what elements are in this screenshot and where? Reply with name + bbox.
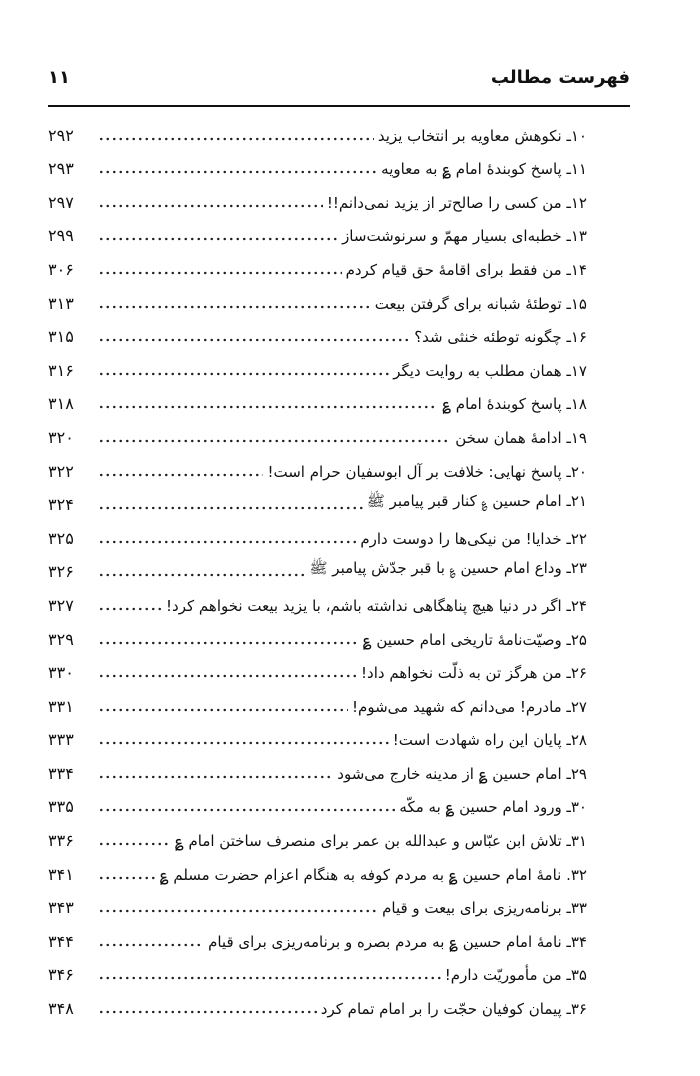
- dot-leader: [98, 204, 323, 208]
- entry-title: ۲۰ـ پاسخ نهایی: خلافت بر آل ابوسفیان حرام است!: [267, 462, 587, 481]
- entry-page-number: ۳۳۰: [48, 663, 74, 683]
- entry-title: ۳۵ـ من مأموریّت دارم!: [444, 966, 587, 985]
- entry-page-number: ۳۱۸: [48, 394, 74, 414]
- dot-leader: [98, 170, 377, 174]
- toc-entry[interactable]: [48, 821, 587, 855]
- table-of-contents: [48, 116, 587, 1023]
- toc-entry[interactable]: [48, 553, 587, 587]
- dot-leader: [98, 372, 389, 376]
- entry-page-number: ۲۹۳: [48, 159, 74, 179]
- dot-leader: [98, 674, 357, 678]
- toc-entry[interactable]: [48, 922, 587, 956]
- dot-leader: [98, 540, 356, 544]
- header-title: فهرست مطالب: [490, 67, 630, 88]
- dot-leader: [98, 708, 348, 712]
- entry-page-number: ۳۴۴: [48, 931, 74, 951]
- dot-leader: [98, 909, 378, 913]
- toc-entry[interactable]: [48, 385, 587, 419]
- entry-page-number: ۳۴۳: [48, 898, 74, 918]
- entry-title: ۳۳ـ برنامه‌ریزی برای بیعت و قیام: [382, 899, 587, 918]
- dot-leader: [98, 641, 359, 645]
- entry-title: ۲۲ـ خدایا! من نیکی‌ها را دوست دارم: [360, 529, 587, 548]
- entry-page-number: ۳۳۶: [48, 831, 74, 851]
- entry-title: ۳۴ـ نامهٔ امام حسین ؏ به مردم بصره و برنامه‌ریزی برای قیام: [208, 932, 587, 951]
- toc-entry[interactable]: [48, 586, 587, 620]
- dot-leader: [98, 305, 371, 309]
- toc-entry[interactable]: [48, 418, 587, 452]
- entry-page-number: ۳۲۵: [48, 528, 74, 548]
- entry-title: ۱۶ـ چگونه توطئه خنثی شد؟: [414, 328, 587, 347]
- dot-leader: [98, 607, 162, 611]
- toc-entry[interactable]: [48, 284, 587, 318]
- entry-title: ۲۸ـ پایان این راه شهادت است!: [392, 731, 587, 750]
- dot-leader: [98, 976, 441, 980]
- entry-title: ۲۷ـ مادرم! می‌دانم که شهید می‌شوم!: [352, 697, 587, 716]
- toc-entry[interactable]: [48, 721, 587, 755]
- page-number: ۱۱: [48, 67, 70, 88]
- entry-title: ۱۰ـ نکوهش معاویه بر انتخاب یزید: [377, 126, 587, 145]
- toc-entry[interactable]: [48, 519, 587, 553]
- entry-page-number: ۳۱۳: [48, 293, 74, 313]
- entry-title: ۲۶ـ من هرگز تن به ذلّت نخواهم داد!: [361, 664, 587, 683]
- entry-page-number: ۳۳۱: [48, 696, 74, 716]
- entry-page-number: ۳۲۷: [48, 595, 74, 615]
- toc-entry[interactable]: [48, 754, 587, 788]
- dot-leader: [98, 876, 156, 880]
- dot-leader: [98, 137, 374, 141]
- toc-entry[interactable]: [48, 183, 587, 217]
- dot-leader: [98, 808, 395, 812]
- dot-leader: [98, 943, 204, 947]
- dot-leader: [98, 338, 410, 342]
- toc-entry[interactable]: [48, 452, 587, 486]
- dot-leader: [98, 1010, 317, 1014]
- entry-page-number: ۳۴۱: [48, 864, 74, 884]
- entry-title: ۲۴ـ اگر در دنیا هیچ پناهگاهی نداشته باشم، با یزید بیعت نخواهم کرد!: [166, 596, 587, 615]
- entry-page-number: ۳۲۹: [48, 629, 74, 649]
- entry-title: ۳۱ـ تلاش ابن عبّاس و عبدالله بن عمر برای منصرف ساختن امام ؏: [174, 832, 587, 851]
- entry-page-number: ۳۳۵: [48, 797, 74, 817]
- toc-entry[interactable]: [48, 318, 587, 352]
- dot-leader: [98, 506, 363, 510]
- entry-page-number: ۳۲۶: [48, 562, 74, 582]
- entry-title: ۱۴ـ من فقط برای اقامهٔ حق قیام کردم: [345, 260, 587, 279]
- toc-entry[interactable]: [48, 788, 587, 822]
- toc-entry[interactable]: [48, 250, 587, 284]
- entry-page-number: ۳۰۶: [48, 259, 74, 279]
- entry-title: ۲۳ـ وداع امام حسین ؏ با قبر جدّش پیامبر ﷺ: [309, 559, 587, 578]
- dot-leader: [98, 842, 171, 846]
- entry-page-number: ۳۳۳: [48, 730, 74, 750]
- entry-title: ۱۷ـ همان مطلب به روایت دیگر: [393, 361, 587, 380]
- entry-title: ۱۸ـ پاسخ کوبندهٔ امام ؏: [442, 395, 587, 414]
- entry-page-number: ۳۴۶: [48, 965, 74, 985]
- entry-title: ۲۹ـ امام حسین ؏ از مدینه خارج می‌شود: [337, 764, 587, 783]
- entry-page-number: ۳۴۸: [48, 999, 74, 1019]
- dot-leader: [98, 271, 342, 275]
- dot-leader: [98, 573, 305, 577]
- dot-leader: [98, 775, 333, 779]
- dot-leader: [98, 439, 451, 443]
- entry-page-number: ۳۱۵: [48, 327, 74, 347]
- toc-entry[interactable]: [48, 150, 587, 184]
- toc-entry[interactable]: [48, 956, 587, 990]
- entry-title: ۲۵ـ وصیّت‌نامهٔ تاریخی امام حسین ؏: [362, 630, 587, 649]
- entry-title: ۲۱ـ امام حسین ؏ کنار قبر پیامبر ﷺ: [366, 492, 587, 511]
- running-header: [48, 52, 630, 88]
- toc-entry[interactable]: [48, 116, 587, 150]
- toc-entry[interactable]: [48, 687, 587, 721]
- toc-entry[interactable]: [48, 889, 587, 923]
- dot-leader: [98, 473, 263, 477]
- toc-entry[interactable]: [48, 654, 587, 688]
- entry-title: ۳۰ـ ورود امام حسین ؏ به مکّه: [399, 798, 587, 817]
- entry-page-number: ۳۱۶: [48, 360, 74, 380]
- toc-entry[interactable]: [48, 351, 587, 385]
- entry-page-number: ۲۹۹: [48, 226, 74, 246]
- toc-entry[interactable]: [48, 486, 587, 520]
- dot-leader: [98, 405, 438, 409]
- entry-title: ۳۲. نامهٔ امام حسین ؏ به مردم کوفه به هنگام اعزام حضرت مسلم ؏: [159, 865, 587, 884]
- entry-page-number: ۳۲۴: [48, 495, 74, 515]
- entry-title: ۱۲ـ من کسی را صالح‌تر از یزید نمی‌دانم!!: [326, 193, 587, 212]
- header-rule: [48, 105, 630, 107]
- entry-title: ۱۹ـ ادامهٔ همان سخن: [455, 428, 587, 447]
- entry-page-number: ۳۲۰: [48, 427, 74, 447]
- entry-title: ۱۱ـ پاسخ کوبندهٔ امام ؏ به معاویه: [381, 160, 587, 179]
- entry-title: ۱۵ـ توطئهٔ شبانه برای گرفتن بیعت: [374, 294, 587, 313]
- toc-entry[interactable]: [48, 620, 587, 654]
- toc-entry[interactable]: [48, 855, 587, 889]
- entry-page-number: ۲۹۲: [48, 125, 74, 145]
- entry-page-number: ۲۹۷: [48, 192, 74, 212]
- entry-page-number: ۳۳۴: [48, 763, 74, 783]
- toc-entry[interactable]: [48, 217, 587, 251]
- entry-page-number: ۳۲۲: [48, 461, 74, 481]
- dot-leader: [98, 237, 338, 241]
- dot-leader: [98, 741, 389, 745]
- entry-title: ۳۶ـ پیمان کوفیان حجّت را بر امام تمام کرد: [320, 1000, 587, 1019]
- entry-title: ۱۳ـ خطبه‌ای بسیار مهمّ و سرنوشت‌ساز: [342, 227, 587, 246]
- toc-entry[interactable]: [48, 989, 587, 1023]
